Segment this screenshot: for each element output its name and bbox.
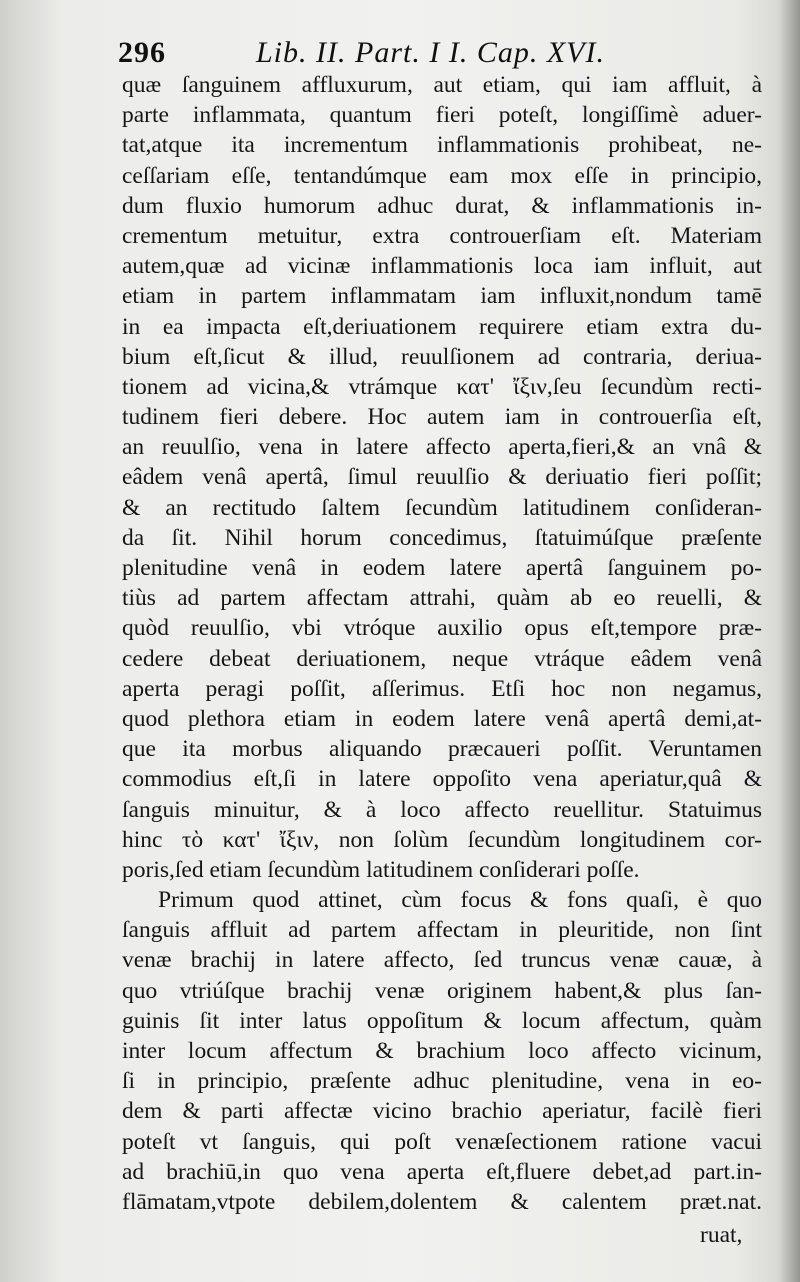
text-line: dem & parti affectæ vicino brachio aperiatur, facilè fieri [122, 1098, 762, 1125]
text-line: quo vtriúſque brachij venæ originem habent,& plus ſan- [122, 977, 762, 1004]
text-line: aperta peragi poſſit, aſſerimus. Etſi hoc non negamus, [122, 675, 762, 702]
text-line: tionem ad vicina,& vtrámque κατ' ἴξιν,ſeu ſecundùm recti- [122, 373, 762, 400]
text-line: quæ ſanguinem affluxurum, aut etiam, qui iam affluit, à [122, 72, 762, 98]
running-head: Lib. II. Part. I I. Cap. XVI. [256, 36, 605, 69]
text-line: inter locum affectum & brachium loco affecto vicinum, [122, 1038, 762, 1064]
text-line: poteſt vt ſanguis, qui poſt venæſectionem ratione vacui [122, 1128, 762, 1155]
text-line: da ſit. Nihil horum concedimus, ſtatuimúſque præſente [122, 524, 762, 551]
text-line: ſanguis affluit ad partem affectam in pleuritide, non ſint [122, 917, 762, 944]
text-line: venæ brachij in latere affecto, ſed truncus venæ cauæ, à [122, 947, 762, 974]
text-line: tiùs ad partem affectam attrahi, quàm ab eo reuelli, & [122, 585, 762, 612]
text-line: quod plethora etiam in eodem latere venâ apertâ demi,at- [122, 705, 762, 732]
body-text [122, 70, 762, 1217]
text-line: bium eſt,ſicut & illud, reuulſionem ad contraria, deriua- [122, 343, 762, 370]
text-line: & an rectitudo ſaltem ſecundùm latitudinem conſideran- [122, 494, 762, 521]
text-line: que ita morbus aliquando præcaueri poſſit. Veruntamen [122, 736, 762, 763]
text-line: flāmatam,vtpote debilem,dolentem & calentem præt.nat. [122, 1188, 762, 1215]
text-line: an reuulſio, vena in latere affecto aperta,fieri,& an vnâ & [122, 434, 762, 461]
text-line: ſanguis minuitur, & à loco affecto reuellitur. Statuimus [122, 796, 762, 823]
page-header [118, 28, 758, 72]
text-line: hinc τὸ κατ' ἴξιν, non ſolùm ſecundùm longitudinem cor- [122, 826, 762, 853]
page-edge-shadow [778, 0, 800, 1282]
text-line: guinis ſit inter latus oppoſitum & locum affectum, quàm [122, 1007, 762, 1034]
text-line: autem,quæ ad vicinæ inflammationis loca iam influit, aut [122, 253, 762, 280]
text-line: in ea impacta eſt,deriuationem requirere etiam extra du- [122, 313, 762, 340]
page-number: 296 [118, 36, 166, 69]
text-line: quòd reuulſio, vbi vtróque auxilio opus eſt,tempore præ- [122, 615, 762, 642]
text-line: tat,atque ita incrementum inflammationis prohibeat, ne- [122, 132, 762, 159]
text-line: etiam in partem inflammatam iam influxit,nondum tamē [122, 283, 762, 310]
text-line: commodius eſt,ſi in latere oppoſito vena aperiatur,quâ & [122, 766, 762, 793]
catchword: ruat, [700, 1222, 743, 1248]
text-line: ceſſariam eſſe, tentandúmque eam mox eſſe in principio, [122, 162, 762, 189]
text-line: poris,ſed etiam ſecundùm latitudinem conſiderari poſſe. [122, 856, 640, 883]
text-line: dum fluxio humorum adhuc durat, & inflammationis in- [122, 192, 762, 219]
text-line: Primum quod attinet, cùm focus & fons quaſi, è quo [158, 887, 762, 914]
text-line: eâdem venâ apertâ, ſimul reuulſio & deriuatio fieri poſſit; [122, 464, 762, 491]
text-line: ad brachiū,in quo vena aperta eſt,fluere debet,ad part.in- [122, 1158, 762, 1185]
text-line: crementum metuitur, extra controuerſiam eſt. Materiam [122, 222, 762, 249]
text-line: tudinem fieri debere. Hoc autem iam in controuerſia eſt, [122, 404, 762, 431]
text-line: plenitudine venâ in eodem latere apertâ ſanguinem po- [122, 555, 762, 581]
text-line: parte inflammata, quantum fieri poteſt, longiſſimè aduer- [122, 102, 762, 129]
text-line: ſi in principio, præſente adhuc plenitudine, vena in eo- [122, 1068, 762, 1095]
text-line: cedere debeat deriuationem, neque vtráque eâdem venâ [122, 645, 762, 672]
